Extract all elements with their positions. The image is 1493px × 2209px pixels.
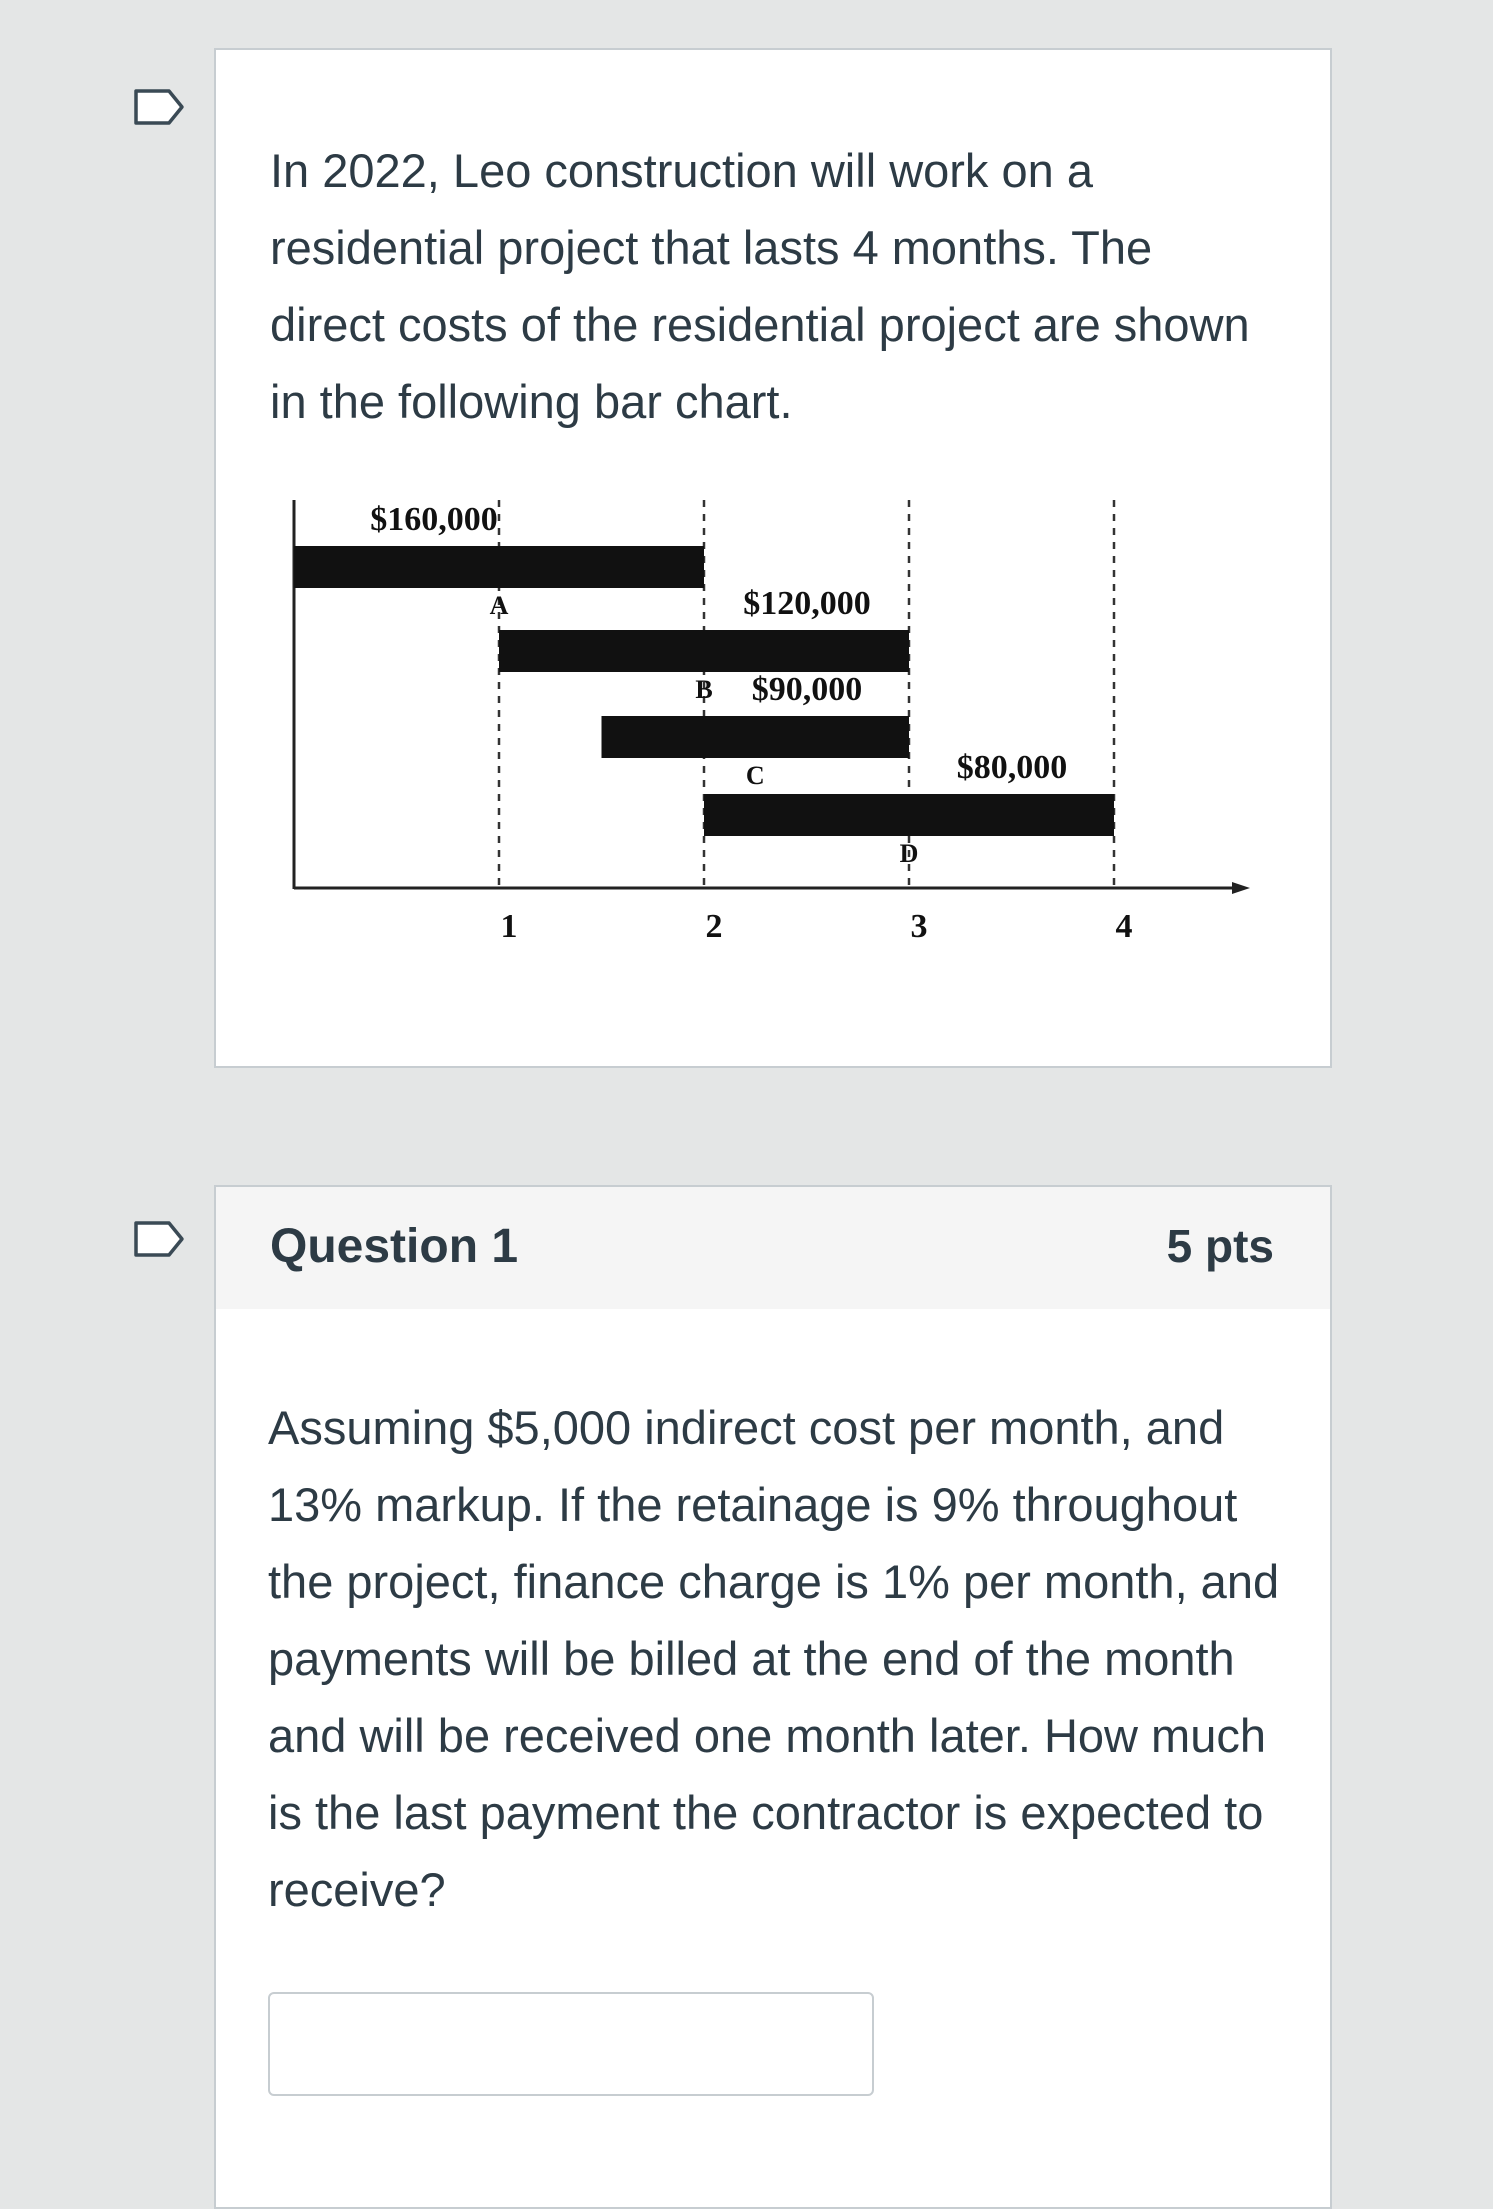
task-cost-label: $120,000 bbox=[743, 585, 871, 622]
task-cost-label: $90,000 bbox=[751, 671, 863, 708]
x-tick-label: 3 bbox=[910, 908, 928, 945]
task-bar-A bbox=[294, 546, 704, 588]
question-body bbox=[214, 1309, 1332, 2209]
task-name-label: D bbox=[899, 839, 919, 868]
task-name-label: B bbox=[695, 675, 713, 704]
task-cost-label: $80,000 bbox=[956, 749, 1068, 786]
x-axis-arrow-icon bbox=[1232, 882, 1250, 894]
task-name-label: C bbox=[745, 761, 765, 790]
question-header bbox=[214, 1185, 1332, 1311]
task-bar-D bbox=[704, 794, 1114, 836]
intro-card bbox=[214, 48, 1332, 1068]
task-bar-B bbox=[499, 630, 909, 672]
question-text: Assuming $5,000 indirect cost per month, and 13% markup. If the retainage is 9% throughout the project, finance charge is 1% per month, and payments will be billed at the end of the month and will be received one month later. How much is the last payment the contractor is expected to receive? bbox=[268, 1401, 1280, 1916]
answer-input[interactable] bbox=[268, 1992, 874, 2096]
gantt-chart-svg bbox=[216, 50, 1330, 1066]
bookmark-flag-icon[interactable] bbox=[133, 88, 185, 126]
intro-text: In 2022, Leo construction will work on a residential project that lasts 4 months. The direct costs of the residential project are shown in the following bar chart. bbox=[270, 144, 1250, 428]
question-title: Question 1 bbox=[270, 1220, 519, 1273]
x-tick-label: 4 bbox=[1115, 908, 1133, 945]
task-name-label: A bbox=[489, 591, 509, 620]
bookmark-flag-icon[interactable] bbox=[133, 1220, 185, 1258]
x-tick-label: 2 bbox=[705, 908, 723, 945]
gantt-chart bbox=[216, 50, 1330, 1066]
question-points: 5 pts bbox=[1166, 1220, 1274, 1272]
task-bar-C bbox=[602, 716, 910, 758]
x-tick-label: 1 bbox=[500, 908, 518, 945]
task-cost-label: $160,000 bbox=[370, 501, 498, 538]
